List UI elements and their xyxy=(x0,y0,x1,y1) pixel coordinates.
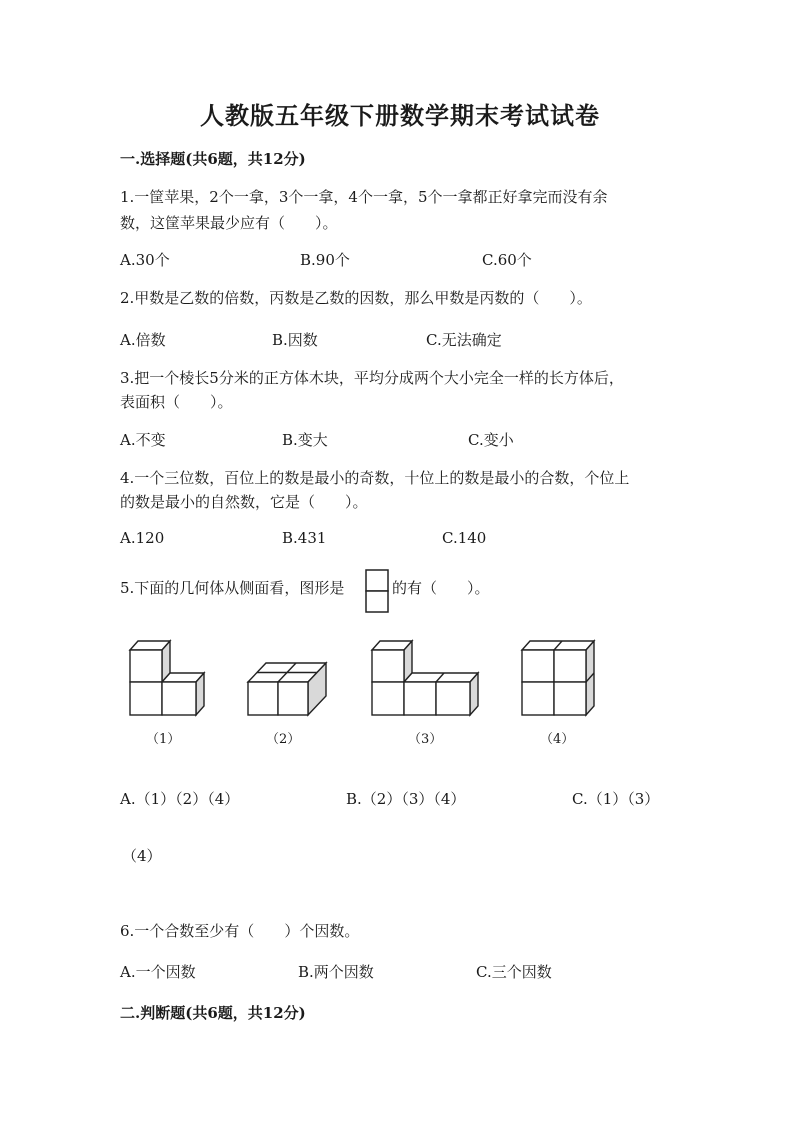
solid-figure-2 xyxy=(244,658,330,720)
figure-2-label: （2） xyxy=(266,732,301,747)
question-6-option-b: B.两个因数 xyxy=(298,963,374,981)
question-4-line-1: 4.一个三位数，百位上的数是最小的奇数，十位上的数是最小的合数，个位上 xyxy=(120,469,630,487)
question-5-option-c: C.（1）（3） xyxy=(572,790,660,808)
solid-figure-1 xyxy=(126,638,210,720)
question-3-option-b: B.变大 xyxy=(282,431,328,449)
figure-1-label: （1） xyxy=(146,732,181,747)
figure-3-label: （3） xyxy=(408,732,443,747)
question-1-option-a: A.30个 xyxy=(120,251,170,269)
question-1-line-1: 1.一筐苹果，2个一拿，3个一拿，4个一拿，5个一拿都正好拿完而没有余 xyxy=(120,188,608,206)
page-title: 人教版五年级下册数学期末考试试卷 xyxy=(200,101,600,130)
figure-4-label: （4） xyxy=(540,732,575,747)
question-5-text-before: 5.下面的几何体从侧面看，图形是 xyxy=(120,579,345,597)
question-5-option-c-wrap: （4） xyxy=(122,847,162,865)
question-3-option-c: C.变小 xyxy=(468,431,514,449)
question-5-option-a: A.（1）（2）（4） xyxy=(120,790,240,808)
question-6-option-c: C.三个因数 xyxy=(476,963,552,981)
question-1-line-2: 数，这筐苹果最少应有（ ）。 xyxy=(120,214,338,232)
question-1-option-c: C.60个 xyxy=(482,251,532,269)
question-1-option-b: B.90个 xyxy=(300,251,350,269)
question-2-option-a: A.倍数 xyxy=(120,331,166,349)
solid-figure-3 xyxy=(368,638,482,720)
question-4-option-a: A.120 xyxy=(120,529,165,547)
solid-figure-4 xyxy=(518,638,598,720)
question-6-option-a: A.一个因数 xyxy=(120,963,196,981)
question-3-option-a: A.不变 xyxy=(120,431,166,449)
question-3-line-2: 表面积（ ）。 xyxy=(120,393,233,411)
section-heading-judgement: 二.判断题(共6题，共12分) xyxy=(120,1004,306,1022)
question-4-option-b: B.431 xyxy=(282,529,327,547)
question-2-line-1: 2.甲数是乙数的倍数，丙数是乙数的因数，那么甲数是丙数的（ ）。 xyxy=(120,289,592,307)
question-2-option-c: C.无法确定 xyxy=(426,331,502,349)
side-view-figure xyxy=(365,569,389,613)
question-4-line-2: 的数是最小的自然数，它是（ ）。 xyxy=(120,493,368,511)
question-5-option-b: B.（2）（3）（4） xyxy=(346,790,466,808)
section-heading-choice: 一.选择题(共6题，共12分) xyxy=(120,150,306,168)
question-5-text-after: 的有（ ）。 xyxy=(392,579,490,597)
question-2-option-b: B.因数 xyxy=(272,331,318,349)
question-4-option-c: C.140 xyxy=(442,529,487,547)
question-6-line-1: 6.一个合数至少有（ ）个因数。 xyxy=(120,922,360,940)
question-3-line-1: 3.把一个棱长5分米的正方体木块，平均分成两个大小完全一样的长方体后， xyxy=(120,369,624,387)
